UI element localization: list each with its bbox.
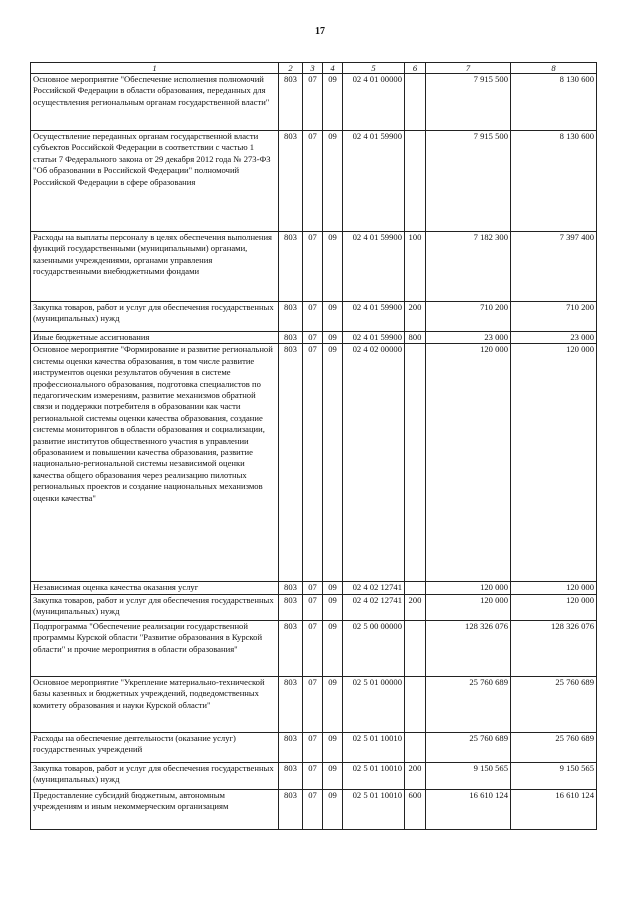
grbs-code: 803: [279, 582, 303, 594]
section-code: 07: [303, 732, 323, 762]
item-name: Подпрограмма "Обеспечение реализации государственной программы Курской области "Развитие образования в Курской области" и прочие мероприятия в области образования": [31, 620, 279, 676]
column-header: 7: [426, 63, 511, 74]
target-article-code: 02 5 01 10010: [343, 762, 405, 789]
target-article-code: 02 4 01 59900: [343, 131, 405, 232]
table-row: [31, 620, 597, 676]
subsection-code: 09: [323, 594, 343, 620]
grbs-code: 803: [279, 332, 303, 344]
section-code: 07: [303, 620, 323, 676]
target-article-code: 02 5 00 00000: [343, 620, 405, 676]
amount-year-1: 7 915 500: [426, 131, 511, 232]
item-name: Расходы на обеспечение деятельности (оказание услуг) государственных учреждений: [31, 732, 279, 762]
column-header: 6: [405, 63, 426, 74]
amount-year-1: 25 760 689: [426, 676, 511, 732]
table-row: [31, 594, 597, 620]
table-row: [31, 74, 597, 131]
column-header-row: [31, 63, 597, 74]
expense-type-code: 200: [405, 594, 426, 620]
amount-year-2: 120 000: [511, 582, 597, 594]
subsection-code: 09: [323, 232, 343, 302]
amount-year-1: 120 000: [426, 344, 511, 582]
section-code: 07: [303, 232, 323, 302]
amount-year-2: 25 760 689: [511, 732, 597, 762]
expense-type-code: [405, 74, 426, 131]
column-header: 2: [279, 63, 303, 74]
target-article-code: 02 4 02 12741: [343, 582, 405, 594]
target-article-code: 02 4 01 00000: [343, 74, 405, 131]
expense-type-code: [405, 131, 426, 232]
table-row: [31, 131, 597, 232]
item-name: Основное мероприятие "Формирование и развитие региональной системы оценки качества образования, в том числе развитие инструментов оценки результатов обучения в системе профессионального образования, подготовка специалистов по педагогическим измерениям, развитие механизмов обратной связи и поддержки потребителя в образовании как части региональной системы оценки качества образования, создание системы мониторингов в области образования и социализации, развитие институтов общественного участия в управлении образованием и повышении качества образования, развитие национально-региональной системы независимой оценки качества общего образования через реализацию пилотных региональных проектов и создание национальных механизмов оценки качества": [31, 344, 279, 582]
section-code: 07: [303, 332, 323, 344]
amount-year-1: 128 326 076: [426, 620, 511, 676]
subsection-code: 09: [323, 762, 343, 789]
item-name: Независимая оценка качества оказания услуг: [31, 582, 279, 594]
expense-type-code: [405, 582, 426, 594]
target-article-code: 02 4 02 00000: [343, 344, 405, 582]
expense-type-code: 200: [405, 302, 426, 332]
page-number: 17: [315, 26, 325, 37]
subsection-code: 09: [323, 74, 343, 131]
table-row: [31, 676, 597, 732]
expense-type-code: [405, 620, 426, 676]
expense-type-code: 200: [405, 762, 426, 789]
table-row: [31, 582, 597, 594]
amount-year-1: 710 200: [426, 302, 511, 332]
budget-table: [30, 62, 597, 830]
amount-year-2: 120 000: [511, 344, 597, 582]
grbs-code: 803: [279, 232, 303, 302]
item-name: Основное мероприятие "Обеспечение исполнения полномочий Российской Федерации в области образования, переданных для осуществления региональным органам государственной власти": [31, 74, 279, 131]
amount-year-1: 9 150 565: [426, 762, 511, 789]
grbs-code: 803: [279, 344, 303, 582]
amount-year-2: 25 760 689: [511, 676, 597, 732]
amount-year-1: 7 182 300: [426, 232, 511, 302]
section-code: 07: [303, 582, 323, 594]
column-header: 3: [303, 63, 323, 74]
item-name: Расходы на выплаты персоналу в целях обеспечения выполнения функций государственными (муниципальными) органами, казенными учреждениями, органами управления государственными внебюджетными фондами: [31, 232, 279, 302]
item-name: Предоставление субсидий бюджетным, автономным учреждениям и иным некоммерческим организациям: [31, 789, 279, 829]
target-article-code: 02 4 02 12741: [343, 594, 405, 620]
column-header: 4: [323, 63, 343, 74]
amount-year-2: 8 130 600: [511, 74, 597, 131]
amount-year-2: 7 397 400: [511, 232, 597, 302]
section-code: 07: [303, 594, 323, 620]
expense-type-code: [405, 676, 426, 732]
amount-year-1: 120 000: [426, 594, 511, 620]
section-code: 07: [303, 74, 323, 131]
item-name: Закупка товаров, работ и услуг для обеспечения государственных (муниципальных) нужд: [31, 302, 279, 332]
amount-year-2: 710 200: [511, 302, 597, 332]
target-article-code: 02 5 01 00000: [343, 676, 405, 732]
item-name: Закупка товаров, работ и услуг для обеспечения государственных (муниципальных) нужд: [31, 762, 279, 789]
subsection-code: 09: [323, 302, 343, 332]
grbs-code: 803: [279, 302, 303, 332]
grbs-code: 803: [279, 789, 303, 829]
target-article-code: 02 5 01 10010: [343, 789, 405, 829]
grbs-code: 803: [279, 620, 303, 676]
table-row: [31, 762, 597, 789]
subsection-code: 09: [323, 332, 343, 344]
item-name: Закупка товаров, работ и услуг для обеспечения государственных (муниципальных) нужд: [31, 594, 279, 620]
amount-year-2: 16 610 124: [511, 789, 597, 829]
target-article-code: 02 4 01 59900: [343, 232, 405, 302]
subsection-code: 09: [323, 676, 343, 732]
subsection-code: 09: [323, 131, 343, 232]
target-article-code: 02 4 01 59900: [343, 332, 405, 344]
column-header: 1: [31, 63, 279, 74]
subsection-code: 09: [323, 789, 343, 829]
section-code: 07: [303, 344, 323, 582]
expense-type-code: [405, 732, 426, 762]
grbs-code: 803: [279, 131, 303, 232]
expense-type-code: [405, 344, 426, 582]
table-row: [31, 732, 597, 762]
amount-year-2: 120 000: [511, 594, 597, 620]
grbs-code: 803: [279, 762, 303, 789]
table-row: [31, 302, 597, 332]
grbs-code: 803: [279, 732, 303, 762]
grbs-code: 803: [279, 74, 303, 131]
expense-type-code: 600: [405, 789, 426, 829]
item-name: Осуществление переданных органам государственной власти субъектов Российской Федерации в соответствии с частью 1 статьи 7 Федерального закона от 29 декабря 2012 года № 273-ФЗ "Об образовании в Российской Федерации" полномочий Российской Федерации в сфере образования: [31, 131, 279, 232]
subsection-code: 09: [323, 344, 343, 582]
grbs-code: 803: [279, 676, 303, 732]
table-row: [31, 332, 597, 344]
subsection-code: 09: [323, 582, 343, 594]
section-code: 07: [303, 302, 323, 332]
amount-year-1: 23 000: [426, 332, 511, 344]
section-code: 07: [303, 131, 323, 232]
section-code: 07: [303, 789, 323, 829]
amount-year-1: 25 760 689: [426, 732, 511, 762]
amount-year-1: 120 000: [426, 582, 511, 594]
item-name: Основное мероприятие "Укрепление материально-технической базы казенных и бюджетных учреждений, подведомственных комитету образования и науки Курской области": [31, 676, 279, 732]
amount-year-2: 8 130 600: [511, 131, 597, 232]
table-row: [31, 789, 597, 829]
grbs-code: 803: [279, 594, 303, 620]
amount-year-1: 16 610 124: [426, 789, 511, 829]
amount-year-2: 23 000: [511, 332, 597, 344]
table-row: [31, 232, 597, 302]
amount-year-2: 128 326 076: [511, 620, 597, 676]
subsection-code: 09: [323, 620, 343, 676]
amount-year-1: 7 915 500: [426, 74, 511, 131]
column-header: 8: [511, 63, 597, 74]
item-name: Иные бюджетные ассигнования: [31, 332, 279, 344]
column-header: 5: [343, 63, 405, 74]
table-row: [31, 344, 597, 582]
amount-year-2: 9 150 565: [511, 762, 597, 789]
target-article-code: 02 4 01 59900: [343, 302, 405, 332]
expense-type-code: 800: [405, 332, 426, 344]
target-article-code: 02 5 01 10010: [343, 732, 405, 762]
section-code: 07: [303, 762, 323, 789]
expense-type-code: 100: [405, 232, 426, 302]
subsection-code: 09: [323, 732, 343, 762]
section-code: 07: [303, 676, 323, 732]
